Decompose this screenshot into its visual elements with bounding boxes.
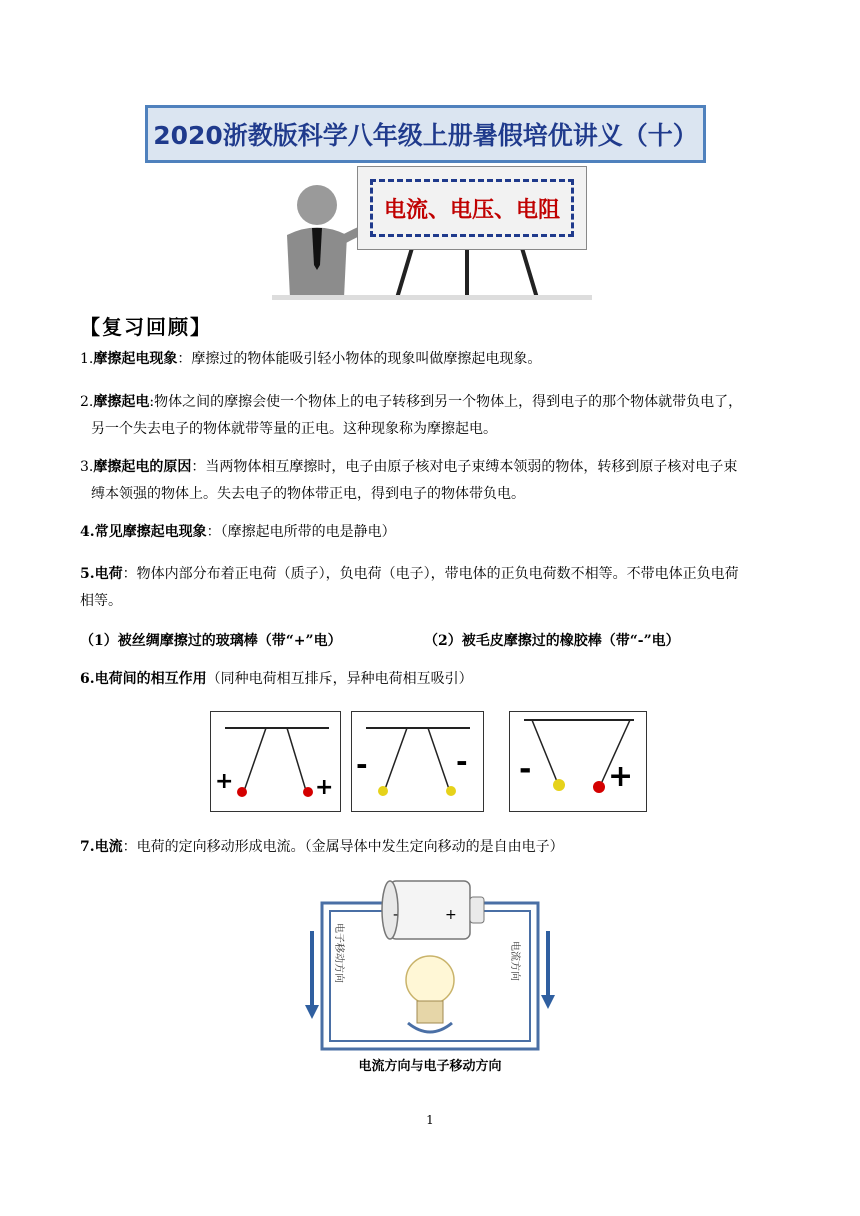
item-colon: ： <box>206 524 221 540</box>
item-text: 摩擦过的物体能吸引轻小物体的现象叫做摩擦起电现象。 <box>191 351 542 367</box>
pendulum-diagram <box>211 712 342 813</box>
item-4 <box>80 519 785 546</box>
item-number: 7. <box>80 839 95 855</box>
item-text-continued: 相等。 <box>80 593 122 609</box>
item-number: 2. <box>80 394 94 410</box>
item-text: 物体内部分布着正电荷（质子），负电荷（电子），带电体的正负电荷数不相等。不带电体正负电荷 <box>136 566 739 582</box>
glass-rod-example: （1）被丝绸摩擦过的玻璃棒（带“+”电） <box>80 633 342 649</box>
left-charge-sign: - <box>356 748 368 781</box>
right-charge-sign: + <box>315 775 334 800</box>
pendulum-diagram <box>352 712 485 813</box>
item-label: 摩擦起电 <box>93 394 150 410</box>
item-text: 电荷的定向移动形成电流。（金属导体中发生定向移动的是自由电子） <box>136 839 564 855</box>
item-text: 当两物体相互摩擦时，电子由原子核对电子束缚本领弱的物体，转移到原子核对电子束 <box>205 459 738 475</box>
item-colon: : <box>149 394 155 410</box>
rubber-rod-example: （2）被毛皮摩擦过的橡胶棒（带“-”电） <box>424 633 680 649</box>
banner-board <box>357 166 587 250</box>
item-5 <box>80 561 785 615</box>
item-label: 电荷 <box>94 566 123 582</box>
right-charge-sign: + <box>608 759 634 794</box>
item-colon: ： <box>177 351 192 367</box>
item-text: 物体之间的摩擦会使一个物体上的电子转移到另一个物体上，得到电子的那个物体就带负电了， <box>154 394 743 410</box>
figure-like-positive-repel <box>210 711 341 812</box>
battery-minus: - <box>393 907 399 923</box>
presenter-illustration <box>272 160 592 300</box>
figure-unlike-attract <box>509 711 647 812</box>
battery-plus: + <box>445 907 457 923</box>
section-heading: 【复习回顾】 <box>80 315 212 339</box>
electron-direction-label: 电子移动方向 <box>333 923 344 983</box>
item-1 <box>80 346 785 373</box>
left-charge-sign: - <box>519 752 532 787</box>
item-colon: ： <box>122 566 137 582</box>
item-3 <box>80 454 785 508</box>
item-label: 电荷间的相互作用 <box>94 671 207 687</box>
item-number: 3. <box>80 459 94 475</box>
item-colon: ： <box>122 839 137 855</box>
item-2 <box>80 389 785 443</box>
item-number: 4. <box>80 524 95 540</box>
current-direction-label: 电流方向 <box>509 941 520 981</box>
item-6 <box>80 666 785 693</box>
figure-like-negative-repel <box>351 711 484 812</box>
banner-text: 电流、电压、电阻 <box>370 179 574 237</box>
pendulum-diagram <box>510 712 648 813</box>
left-charge-sign: + <box>215 769 234 794</box>
charge-examples <box>80 630 785 650</box>
item-label: 摩擦起电的原因 <box>93 459 192 475</box>
right-charge-sign: - <box>456 745 468 778</box>
item-text: （摩擦起电所带的电是静电） <box>220 524 396 540</box>
circuit-diagram <box>300 873 560 1073</box>
item-number: 1. <box>80 351 94 367</box>
item-text-continued: 缚本领强的物体上。失去电子的物体带正电，得到电子的物体带负电。 <box>91 486 525 502</box>
item-text: （同种电荷相互排斥，异种电荷相互吸引） <box>206 671 473 687</box>
item-label: 电流 <box>94 839 123 855</box>
item-7 <box>80 834 785 861</box>
item-label: 摩擦起电现象 <box>93 351 178 367</box>
circuit-illustration <box>300 873 560 1058</box>
item-label: 常见摩擦起电现象 <box>94 524 207 540</box>
page-number: 1 <box>426 1113 434 1127</box>
item-number: 5. <box>80 566 95 582</box>
item-text-continued: 另一个失去电子的物体就带等量的正电。这种现象称为摩擦起电。 <box>91 421 497 437</box>
item-colon: ： <box>191 459 206 475</box>
item-number: 6. <box>80 671 95 687</box>
document-title: 2020浙教版科学八年级上册暑假培优讲义（十） <box>145 105 706 163</box>
circuit-caption: 电流方向与电子移动方向 <box>358 1059 502 1074</box>
